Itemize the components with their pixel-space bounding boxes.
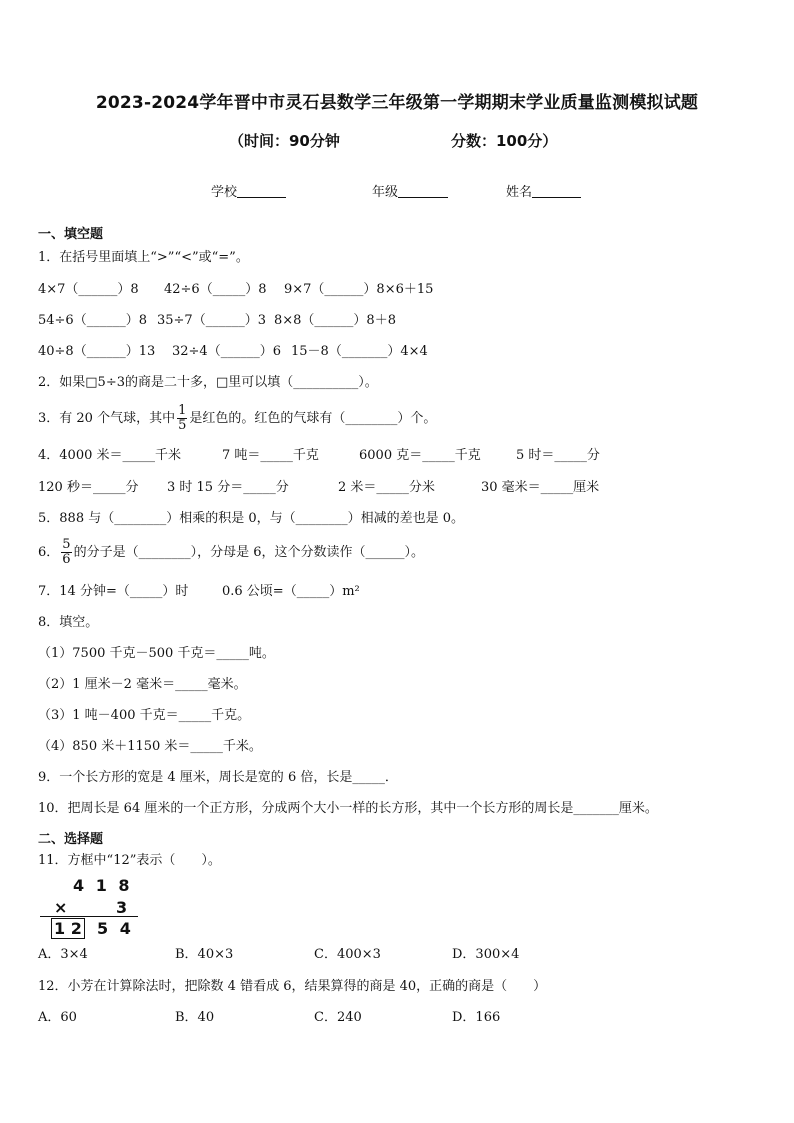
q4-r1-a: 4．4000 米＝_____千米 bbox=[38, 448, 181, 463]
q9: 9．一个长方形的宽是 4 厘米，周长是宽的 6 倍，长是_____． bbox=[38, 770, 398, 785]
q11-stem: 11．方框中“12”表示（ ）。 bbox=[38, 853, 221, 868]
q8-item-2: （2）1 厘米－2 毫米＝_____毫米。 bbox=[38, 677, 247, 692]
q3-denominator: 5 bbox=[178, 418, 187, 433]
q4-r2-d: 30 毫米＝_____厘米 bbox=[481, 480, 600, 495]
q12-option-b[interactable]: B．40 bbox=[175, 1010, 215, 1025]
school-label: 学校 bbox=[211, 185, 238, 200]
q6-fraction bbox=[61, 538, 71, 567]
exam-time: （时间：90分钟 bbox=[229, 132, 340, 150]
q11-option-a[interactable]: A．3×4 bbox=[38, 947, 88, 962]
q6-before: 6． bbox=[38, 545, 60, 560]
section-fill-heading: 一、填空题 bbox=[38, 227, 104, 242]
q4-r2-b: 3 时 15 分＝_____分 bbox=[167, 480, 289, 495]
q3-fraction bbox=[177, 404, 187, 433]
q12-option-d[interactable]: D．166 bbox=[452, 1010, 501, 1025]
q11-box: 1 2 bbox=[51, 918, 85, 939]
q11-result-line bbox=[40, 916, 138, 917]
q4-r1-b: 7 吨＝_____千克 bbox=[222, 448, 319, 463]
q6-denominator: 6 bbox=[62, 552, 71, 567]
q11-option-b[interactable]: B．40×3 bbox=[175, 947, 234, 962]
q8-item-1: （1）7500 千克－500 千克＝_____吨。 bbox=[38, 646, 275, 661]
q6 bbox=[38, 537, 424, 569]
q11-times-sign: × bbox=[54, 898, 68, 917]
q1-r2-c: 8×8（______）8＋8 bbox=[274, 313, 396, 328]
q1-r2-b: 35÷7（______）3 bbox=[157, 313, 266, 328]
q12-option-a[interactable]: A．60 bbox=[38, 1010, 77, 1025]
q8-item-4: （4）850 米＋1150 米＝_____千米。 bbox=[38, 739, 262, 754]
grade-label: 年级 bbox=[372, 185, 399, 200]
school-field bbox=[211, 181, 286, 200]
q3-numerator: 1 bbox=[178, 403, 187, 418]
q8-item-3: （3）1 吨－400 千克＝_____千克。 bbox=[38, 708, 251, 723]
q1-stem: 1．在括号里面填上“>”“<”或“=”。 bbox=[38, 250, 249, 265]
q3 bbox=[38, 403, 436, 435]
q12-option-c[interactable]: C．240 bbox=[314, 1010, 362, 1025]
page-title: 2023-2024学年晋中市灵石县数学三年级第一学期期末学业质量监测模拟试题 bbox=[95, 93, 699, 113]
q6-numerator: 5 bbox=[62, 537, 71, 552]
q10: 10．把周长是 64 厘米的一个正方形，分成两个大小一样的长方形，其中一个长方形的周长是_______厘米。 bbox=[38, 801, 658, 816]
q4-r1-d: 5 时＝_____分 bbox=[516, 448, 600, 463]
q5: 5．888 与（________）相乘的积是 0，与（________）相减的差也是 0。 bbox=[38, 511, 465, 526]
exam-score: 分数：100分） bbox=[451, 132, 558, 150]
q11-option-c[interactable]: C．400×3 bbox=[314, 947, 381, 962]
q1-r2-a: 54÷6（______）8 bbox=[38, 313, 147, 328]
q7-a: 7．14 分钟=（_____）时 bbox=[38, 584, 189, 599]
q2: 2．如果□5÷3的商是二十多，□里可以填（__________）。 bbox=[38, 375, 378, 390]
q12-stem: 12．小芳在计算除法时，把除数 4 错看成 6，结果算得的商是 40，正确的商是（ ） bbox=[38, 979, 547, 994]
name-blank[interactable] bbox=[532, 183, 581, 198]
q6-after: 的分子是（________），分母是 6，这个分数读作（______）。 bbox=[73, 545, 424, 560]
q4-r2-a: 120 秒＝_____分 bbox=[38, 480, 139, 495]
name-field bbox=[506, 181, 581, 200]
q11-product-rest: 5 4 bbox=[97, 919, 131, 938]
q7-b: 0.6 公顷=（_____）m² bbox=[222, 584, 360, 599]
q1-r1-b: 42÷6（_____）8 bbox=[164, 282, 267, 297]
grade-blank[interactable] bbox=[398, 183, 448, 198]
q1-r1-a: 4×7（______）8 bbox=[38, 282, 139, 297]
q11-multiplier: 3 bbox=[116, 898, 128, 917]
name-label: 姓名 bbox=[506, 185, 533, 200]
q3-before: 3．有 20 个气球，其中 bbox=[38, 411, 176, 426]
q11-boxed-digits bbox=[51, 919, 85, 938]
q4-r1-c: 6000 克＝_____千克 bbox=[359, 448, 481, 463]
q11-option-d[interactable]: D．300×4 bbox=[452, 947, 520, 962]
q8-stem: 8．填空。 bbox=[38, 615, 99, 630]
q3-after: 是红色的。红色的气球有（________）个。 bbox=[189, 411, 437, 426]
section-choice-heading: 二、选择题 bbox=[38, 832, 104, 847]
q1-r3-c: 15－8（_______）4×4 bbox=[291, 344, 428, 359]
school-blank[interactable] bbox=[237, 183, 286, 198]
q1-r3-a: 40÷8（______）13 bbox=[38, 344, 156, 359]
q1-r1-c: 9×7（______）8×6＋15 bbox=[284, 282, 434, 297]
q11-multiplicand: 4 1 8 bbox=[73, 876, 130, 895]
grade-field bbox=[372, 181, 448, 200]
q4-r2-c: 2 米＝_____分米 bbox=[338, 480, 435, 495]
q1-r3-b: 32÷4（______）6 bbox=[172, 344, 281, 359]
